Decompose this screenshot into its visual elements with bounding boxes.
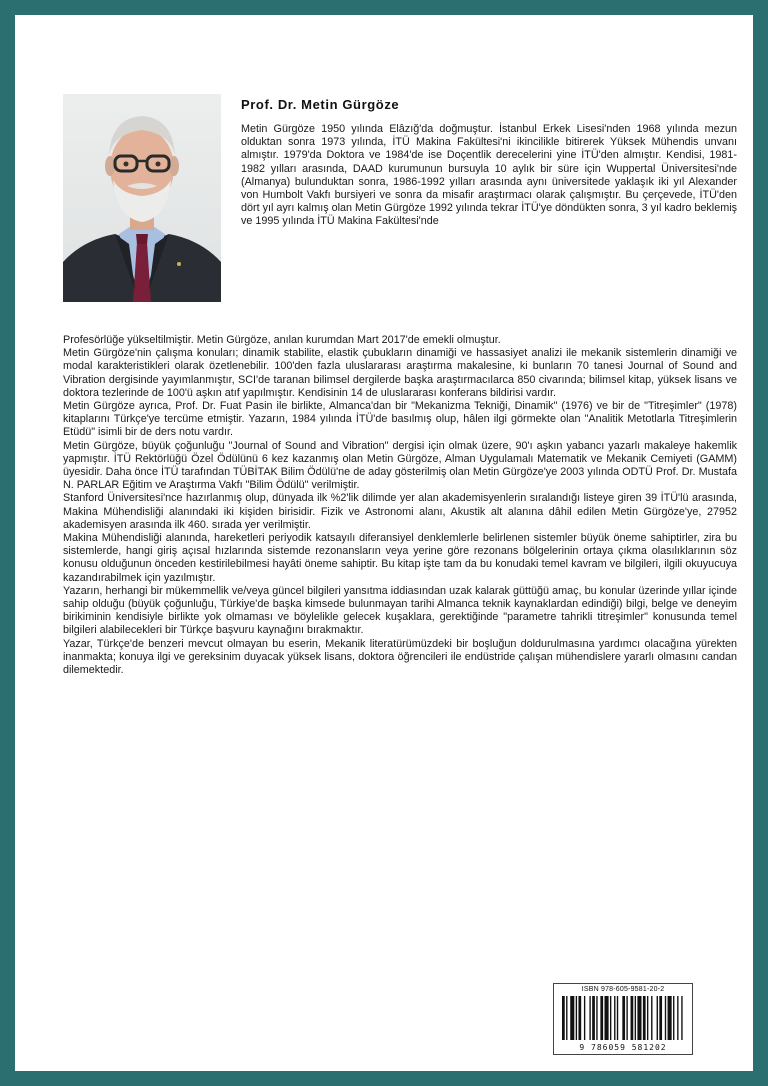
author-name: Prof. Dr. Metin Gürgöze: [241, 97, 400, 112]
body-text: [63, 334, 737, 677]
barcode-icon: [562, 996, 684, 1040]
paragraph: Metin Gürgöze, büyük çoğunluğu "Journal of Sound and Vibration" dergisi için olmak üzere, 90'ı aşkın yabancı yazarlı makaleye hakemlik yapmıştır. İTÜ Rektörlüğü Özel Ödülünü 6 kez kazanmış olan Metin Gürgöze, Alman Uygulamalı Matematik ve Mekanik Cemiyeti (GAMM) üyesidir. Daha önce İTÜ tarafından TÜBİTAK Bilim Ödülü'ne de aday gösterilmiş olan Metin Gürgöze'ye 2003 yılında ODTÜ Prof. Dr. Mustafa N. PARLAR Eğitim ve Araştırma Vakfı "Bilim Ödülü" verilmiştir.: [63, 439, 737, 492]
paragraph: Metin Gürgöze'nin çalışma konuları; dinamik stabilite, elastik çubukların dinamiği ve hassasiyet analizi ile mekanik sistemlerin dinamiği ve modal karakteristikleri olarak özetlenebilir. 100'den fazla uluslararası araştırma makalesine, ki bunların 70 tanesi Journal of Sound and Vibration dergisinde yayımlanmıştır, SCI'de taranan bilimsel dergilerde başka araştırmacılarca 850 civarında; bilimsel kitap, yüksek lisans ve doktora tezlerinde de 100'ü aşkın atıf yapılmıştır. Kendisinin 14 de uluslararası konferans bildirisi vardır.: [63, 347, 737, 399]
paragraph: Profesörlüğe yükseltilmiştir. Metin Gürgöze, anılan kurumdan Mart 2017'de emekli olmuştur.: [63, 334, 501, 346]
author-bio-intro: Metin Gürgöze 1950 yılında Elâzığ'da doğmuştur. İstanbul Erkek Lisesi'nden 1968 yılında mezun olduktan sonra 1973 yılında, İTÜ Makina Fakültesi'ni ikincilikle bitirerek Yüksek Mühendis unvanı almıştır. 1979'da Doktora ve 1984'de ise Doçentlik derecelerini yine İTÜ'den almıştır. Kendisi, 1981-1982 yılları arasında, DAAD kurumunun bursuyla 10 aylık bir süre için Wuppertal Üniversitesi'nde (Almanya) bulunduktan sonra, 1986-1992 yılları arasında aynı üniversitede yaklaşık iki yıl Alexander von Humbolt Vakfı bursiyeri ve sonra da misafir araştırmacı olarak çalışmıştır. Bu çerçevede, İTÜ'den dört yıl ayrı kalmış olan Metin Gürgöze 1992 yılında tekrar İTÜ'ye döndükten sonra, 3 yıl kadro beklemiş ve 1995 yılında İTÜ Makina Fakültesi'nde: [241, 123, 737, 228]
author-photo: [63, 94, 221, 302]
paragraph: Makina Mühendisliği alanında, hareketleri periyodik katsayılı diferansiyel denklemlerle belirlenen sistemler büyük öneme sahiptirler, zira bu sistemlerde, hangi giriş açısal hızlarında sistemde rezonansların veya yerine göre rezonans bölgelerinin ortaya çıkma olasılıklarının söz konusu olduğunun önceden kestirilebilmesi hayâti öneme sahiptir. Bu kitap işte tam da bu konudaki temel kavram ve bilgileri, ilgili okuyucuya kazandırabilmek için yazılmıştır.: [63, 532, 737, 584]
paragraph: Metin Gürgöze ayrıca, Prof. Dr. Fuat Pasin ile birlikte, Almanca'dan bir "Mekanizma Tekniği, Dinamik" (1976) ve bir de "Titreşimler" (1978) kitaplarını Türkçe'ye tercüme etmiştir. Yazarın, 1984 yılında İTÜ'de basılmış olup, hâlen ilgi görmekte olan "Analitik Metotlarla Titreşimlerin Etüdü" isimli bir de ders notu vardır.: [63, 400, 737, 439]
paragraph: Yazarın, herhangi bir mükemmellik ve/veya güncel bilgileri yansıtma iddiasından uzak kalarak güttüğü amaç, bu konular üzerinde yıllar içinde sahip olduğu (büyük çoğunluğu, Türkiye'de başka kimsede bulunmayan tarihi Almanca teknik kaynaklardan edindiği) bilgi, belge ve deneyim birikiminin kendisiyle birlikte yok olmaması ve böylelikle gelecek kuşaklara, gerektiğinde "parametre tahrikli titreşimler" konusunda temel bilgileri alabilecekleri bir Türkçe başvuru kaynağını bırakmaktır.: [63, 584, 737, 637]
isbn-barcode-box: [553, 983, 693, 1055]
isbn-label: ISBN 978-605-9581-20-2: [581, 986, 665, 993]
back-cover-page: [15, 15, 753, 1071]
paragraph: Stanford Üniversitesi'nce hazırlanmış olup, dünyada ilk %2'lik dilimde yer alan akademisyenlerin sıralandığı listeye giren 39 İTÜ'lü arasında, Makina Mühendisliği alanındaki iki kişiden birisidir. Fizik ve Astronomi alanı, Akustik alt alanına dâhil edilen Metin Gürgöze'ye, 27952 akademisyen arasında ilk 460. sırada yer verilmiştir.: [63, 492, 737, 531]
isbn-digits: 9 786059 581202: [579, 1043, 667, 1052]
paragraph: Yazar, Türkçe'de benzeri mevcut olmayan bu eserin, Mekanik literatürümüzdeki bir boşluğun doldurulmasına yardımcı olacağına yürekten inanmakta; konuya ilgi ve gereksinim duyacak yüksek lisans, doktora öğrencileri ile endüstride çalışan mühendislere yararlı olmasını candan dilemektedir.: [63, 637, 737, 677]
